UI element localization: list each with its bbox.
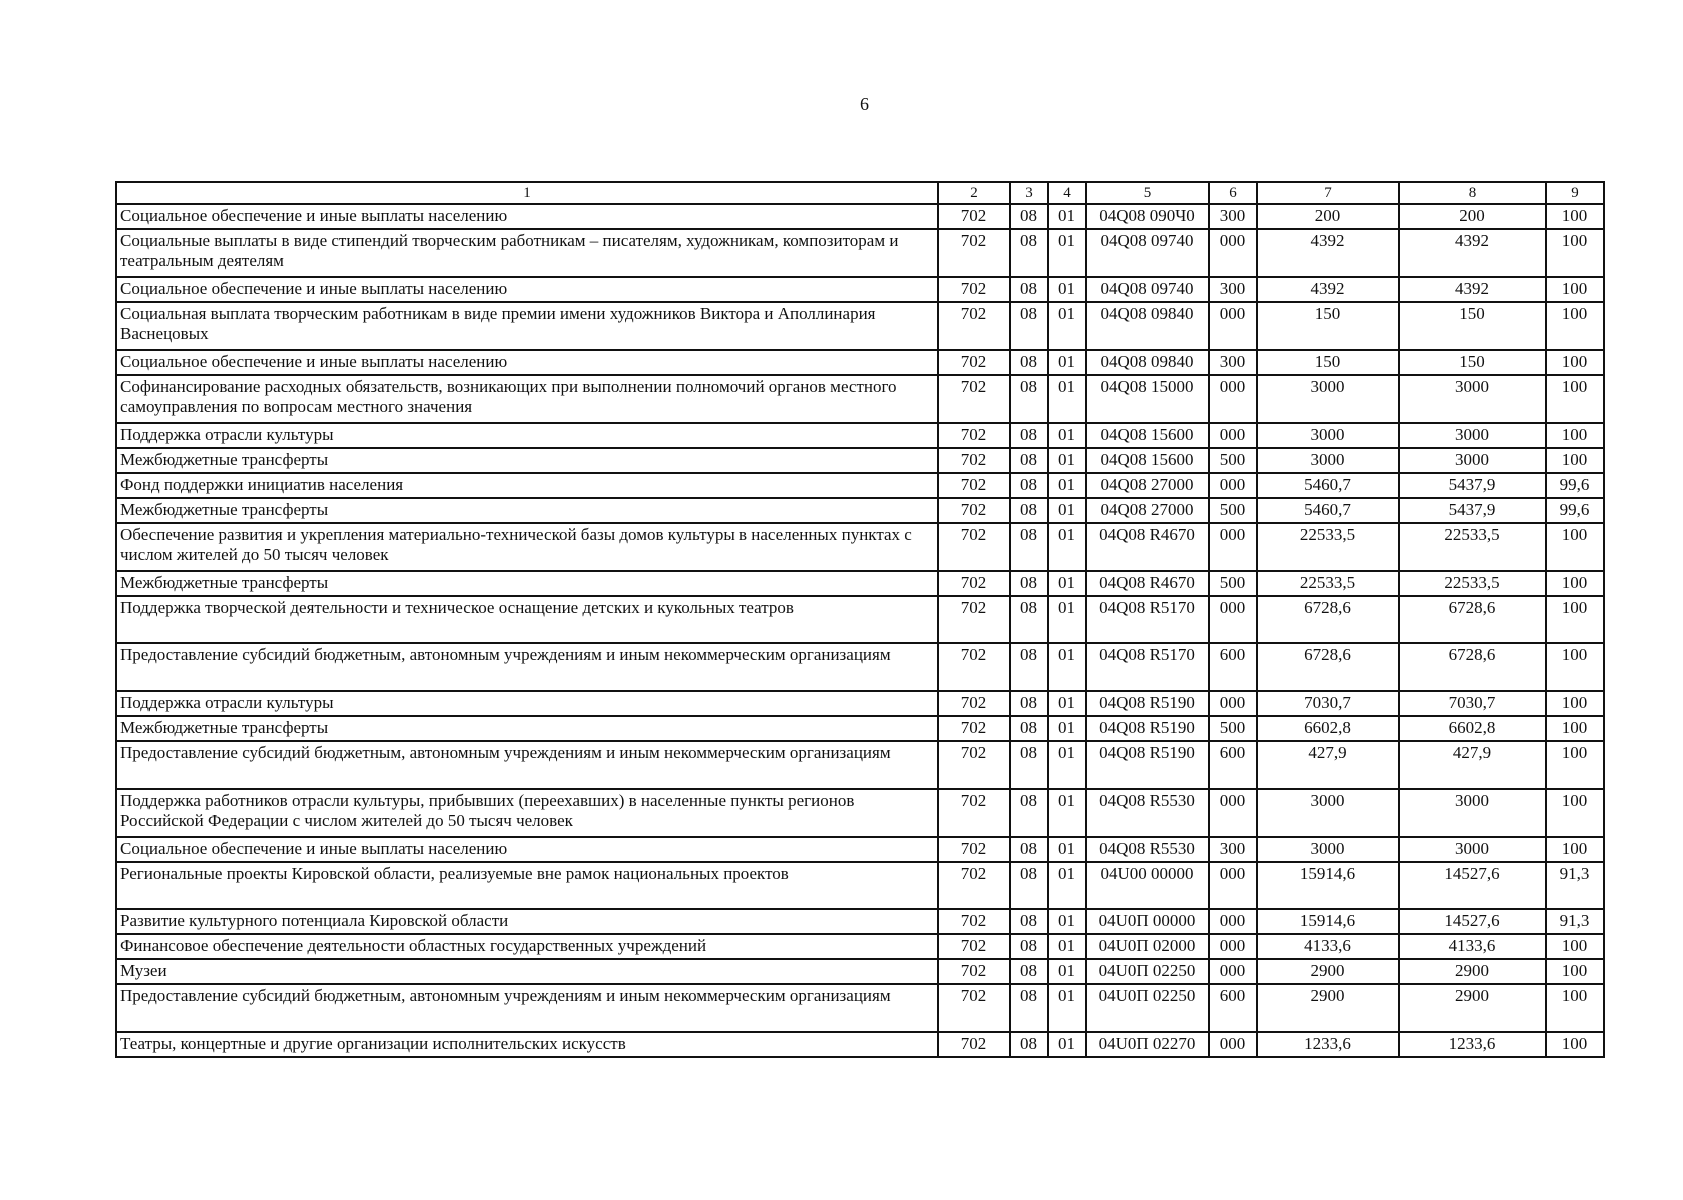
table-row	[116, 350, 1604, 375]
row-target-article-cell: 04Q08 090Ч0	[1086, 204, 1209, 229]
row-section-cell: 08	[1010, 862, 1048, 909]
row-name-cell: Музеи	[116, 959, 938, 984]
row-executed-cell: 200	[1399, 204, 1546, 229]
row-planned-cell: 15914,6	[1257, 862, 1399, 909]
row-section-cell: 08	[1010, 837, 1048, 862]
row-planned-cell: 3000	[1257, 789, 1399, 837]
table-row	[116, 984, 1604, 1032]
row-percent-cell: 100	[1546, 596, 1604, 643]
row-section-cell: 08	[1010, 302, 1048, 350]
row-section-cell: 08	[1010, 375, 1048, 423]
row-executed-cell: 4392	[1399, 277, 1546, 302]
row-name-cell: Софинансирование расходных обязательств, возникающих при выполнении полномочий органов местного самоуправления по вопросам местного значения	[116, 375, 938, 423]
row-code-cell: 702	[938, 959, 1010, 984]
table-row	[116, 229, 1604, 277]
row-subsection-cell: 01	[1048, 596, 1086, 643]
table-row	[116, 741, 1604, 789]
column-header: 7	[1257, 182, 1399, 204]
row-expense-type-cell: 300	[1209, 277, 1257, 302]
row-target-article-cell: 04Q08 27000	[1086, 473, 1209, 498]
row-code-cell: 702	[938, 909, 1010, 934]
table-row	[116, 959, 1604, 984]
row-code-cell: 702	[938, 984, 1010, 1032]
row-executed-cell: 5437,9	[1399, 473, 1546, 498]
row-percent-cell: 100	[1546, 571, 1604, 596]
row-target-article-cell: 04U0П 02270	[1086, 1032, 1209, 1057]
row-name-cell: Поддержка творческой деятельности и техническое оснащение детских и кукольных театров	[116, 596, 938, 643]
row-name-cell: Межбюджетные трансферты	[116, 716, 938, 741]
row-subsection-cell: 01	[1048, 909, 1086, 934]
table-row	[116, 643, 1604, 691]
row-section-cell: 08	[1010, 691, 1048, 716]
row-expense-type-cell: 600	[1209, 984, 1257, 1032]
row-target-article-cell: 04Q08 09840	[1086, 350, 1209, 375]
row-target-article-cell: 04Q08 15600	[1086, 448, 1209, 473]
row-expense-type-cell: 000	[1209, 691, 1257, 716]
row-subsection-cell: 01	[1048, 571, 1086, 596]
row-name-cell: Социальное обеспечение и иные выплаты населению	[116, 204, 938, 229]
row-planned-cell: 4392	[1257, 277, 1399, 302]
row-expense-type-cell: 300	[1209, 350, 1257, 375]
row-target-article-cell: 04Q08 R5190	[1086, 691, 1209, 716]
row-percent-cell: 100	[1546, 423, 1604, 448]
row-planned-cell: 2900	[1257, 984, 1399, 1032]
row-percent-cell: 100	[1546, 350, 1604, 375]
table-body	[116, 204, 1604, 1057]
row-expense-type-cell: 600	[1209, 643, 1257, 691]
row-code-cell: 702	[938, 596, 1010, 643]
row-name-cell: Региональные проекты Кировской области, реализуемые вне рамок национальных проектов	[116, 862, 938, 909]
row-subsection-cell: 01	[1048, 423, 1086, 448]
row-target-article-cell: 04U0П 00000	[1086, 909, 1209, 934]
row-executed-cell: 6602,8	[1399, 716, 1546, 741]
row-planned-cell: 1233,6	[1257, 1032, 1399, 1057]
row-code-cell: 702	[938, 204, 1010, 229]
row-subsection-cell: 01	[1048, 229, 1086, 277]
column-header: 8	[1399, 182, 1546, 204]
row-target-article-cell: 04Q08 R5530	[1086, 837, 1209, 862]
row-percent-cell: 100	[1546, 984, 1604, 1032]
row-section-cell: 08	[1010, 473, 1048, 498]
row-expense-type-cell: 000	[1209, 959, 1257, 984]
row-percent-cell: 91,3	[1546, 909, 1604, 934]
row-name-cell: Социальные выплаты в виде стипендий творческим работникам – писателям, художникам, композиторам и театральным деятелям	[116, 229, 938, 277]
row-section-cell: 08	[1010, 448, 1048, 473]
row-percent-cell: 91,3	[1546, 862, 1604, 909]
row-section-cell: 08	[1010, 789, 1048, 837]
table-row	[116, 204, 1604, 229]
table-row	[116, 1032, 1604, 1057]
row-planned-cell: 4392	[1257, 229, 1399, 277]
row-target-article-cell: 04U0П 02000	[1086, 934, 1209, 959]
row-name-cell: Развитие культурного потенциала Кировской области	[116, 909, 938, 934]
row-subsection-cell: 01	[1048, 523, 1086, 571]
column-header: 2	[938, 182, 1010, 204]
row-percent-cell: 100	[1546, 1032, 1604, 1057]
budget-table	[115, 181, 1605, 1058]
row-executed-cell: 150	[1399, 350, 1546, 375]
table-row	[116, 448, 1604, 473]
column-header: 9	[1546, 182, 1604, 204]
row-percent-cell: 100	[1546, 716, 1604, 741]
row-subsection-cell: 01	[1048, 959, 1086, 984]
row-percent-cell: 100	[1546, 959, 1604, 984]
row-executed-cell: 3000	[1399, 375, 1546, 423]
row-subsection-cell: 01	[1048, 498, 1086, 523]
row-target-article-cell: 04Q08 R5530	[1086, 789, 1209, 837]
row-code-cell: 702	[938, 423, 1010, 448]
row-target-article-cell: 04U00 00000	[1086, 862, 1209, 909]
row-name-cell: Театры, концертные и другие организации исполнительских искусств	[116, 1032, 938, 1057]
row-expense-type-cell: 000	[1209, 1032, 1257, 1057]
row-expense-type-cell: 300	[1209, 837, 1257, 862]
row-code-cell: 702	[938, 571, 1010, 596]
row-name-cell: Обеспечение развития и укрепления материально-технической базы домов культуры в населенных пунктах с числом жителей до 50 тысяч человек	[116, 523, 938, 571]
row-subsection-cell: 01	[1048, 691, 1086, 716]
table-row	[116, 716, 1604, 741]
row-section-cell: 08	[1010, 523, 1048, 571]
row-planned-cell: 3000	[1257, 423, 1399, 448]
row-target-article-cell: 04U0П 02250	[1086, 959, 1209, 984]
row-planned-cell: 6728,6	[1257, 643, 1399, 691]
row-name-cell: Финансовое обеспечение деятельности областных государственных учреждений	[116, 934, 938, 959]
row-target-article-cell: 04Q08 09740	[1086, 229, 1209, 277]
row-executed-cell: 427,9	[1399, 741, 1546, 789]
row-section-cell: 08	[1010, 423, 1048, 448]
row-percent-cell: 100	[1546, 934, 1604, 959]
row-planned-cell: 427,9	[1257, 741, 1399, 789]
row-code-cell: 702	[938, 1032, 1010, 1057]
row-subsection-cell: 01	[1048, 862, 1086, 909]
row-code-cell: 702	[938, 716, 1010, 741]
row-code-cell: 702	[938, 862, 1010, 909]
row-expense-type-cell: 000	[1209, 473, 1257, 498]
row-expense-type-cell: 600	[1209, 741, 1257, 789]
row-percent-cell: 100	[1546, 302, 1604, 350]
column-header: 3	[1010, 182, 1048, 204]
row-planned-cell: 22533,5	[1257, 523, 1399, 571]
row-executed-cell: 3000	[1399, 448, 1546, 473]
row-name-cell: Межбюджетные трансферты	[116, 498, 938, 523]
row-planned-cell: 150	[1257, 302, 1399, 350]
row-planned-cell: 6602,8	[1257, 716, 1399, 741]
row-expense-type-cell: 000	[1209, 423, 1257, 448]
row-percent-cell: 100	[1546, 837, 1604, 862]
row-executed-cell: 5437,9	[1399, 498, 1546, 523]
row-target-article-cell: 04Q08 27000	[1086, 498, 1209, 523]
row-expense-type-cell: 000	[1209, 523, 1257, 571]
row-code-cell: 702	[938, 643, 1010, 691]
row-planned-cell: 3000	[1257, 375, 1399, 423]
row-executed-cell: 3000	[1399, 789, 1546, 837]
row-name-cell: Поддержка работников отрасли культуры, прибывших (переехавших) в населенные пункты регионов Российской Федерации с числом жителей до 50 тысяч человек	[116, 789, 938, 837]
row-name-cell: Поддержка отрасли культуры	[116, 423, 938, 448]
row-expense-type-cell: 000	[1209, 375, 1257, 423]
column-header: 1	[116, 182, 938, 204]
row-subsection-cell: 01	[1048, 984, 1086, 1032]
row-expense-type-cell: 300	[1209, 204, 1257, 229]
row-section-cell: 08	[1010, 643, 1048, 691]
column-header: 5	[1086, 182, 1209, 204]
row-code-cell: 702	[938, 498, 1010, 523]
row-expense-type-cell: 000	[1209, 302, 1257, 350]
row-planned-cell: 3000	[1257, 448, 1399, 473]
row-subsection-cell: 01	[1048, 1032, 1086, 1057]
row-code-cell: 702	[938, 473, 1010, 498]
row-planned-cell: 3000	[1257, 837, 1399, 862]
row-percent-cell: 100	[1546, 229, 1604, 277]
row-planned-cell: 2900	[1257, 959, 1399, 984]
row-section-cell: 08	[1010, 959, 1048, 984]
row-subsection-cell: 01	[1048, 473, 1086, 498]
row-code-cell: 702	[938, 523, 1010, 571]
row-subsection-cell: 01	[1048, 448, 1086, 473]
row-target-article-cell: 04U0П 02250	[1086, 984, 1209, 1032]
table-row	[116, 909, 1604, 934]
table-row	[116, 523, 1604, 571]
row-code-cell: 702	[938, 375, 1010, 423]
row-target-article-cell: 04Q08 R5190	[1086, 741, 1209, 789]
row-name-cell: Социальное обеспечение и иные выплаты населению	[116, 837, 938, 862]
row-executed-cell: 1233,6	[1399, 1032, 1546, 1057]
row-section-cell: 08	[1010, 741, 1048, 789]
row-planned-cell: 5460,7	[1257, 498, 1399, 523]
row-name-cell: Межбюджетные трансферты	[116, 448, 938, 473]
row-percent-cell: 100	[1546, 523, 1604, 571]
row-executed-cell: 6728,6	[1399, 643, 1546, 691]
table-row	[116, 277, 1604, 302]
table-row	[116, 934, 1604, 959]
row-section-cell: 08	[1010, 350, 1048, 375]
row-expense-type-cell: 000	[1209, 862, 1257, 909]
row-target-article-cell: 04Q08 09840	[1086, 302, 1209, 350]
row-expense-type-cell: 500	[1209, 498, 1257, 523]
row-target-article-cell: 04Q08 15000	[1086, 375, 1209, 423]
row-code-cell: 702	[938, 741, 1010, 789]
row-executed-cell: 2900	[1399, 959, 1546, 984]
row-code-cell: 702	[938, 277, 1010, 302]
row-section-cell: 08	[1010, 204, 1048, 229]
row-expense-type-cell: 000	[1209, 229, 1257, 277]
table-row	[116, 837, 1604, 862]
row-name-cell: Социальное обеспечение и иные выплаты населению	[116, 350, 938, 375]
row-executed-cell: 22533,5	[1399, 523, 1546, 571]
row-subsection-cell: 01	[1048, 204, 1086, 229]
row-subsection-cell: 01	[1048, 277, 1086, 302]
row-expense-type-cell: 000	[1209, 934, 1257, 959]
row-name-cell: Социальная выплата творческим работникам в виде премии имени художников Виктора и Аполлинария Васнецовых	[116, 302, 938, 350]
row-section-cell: 08	[1010, 716, 1048, 741]
row-target-article-cell: 04Q08 R5170	[1086, 596, 1209, 643]
row-planned-cell: 6728,6	[1257, 596, 1399, 643]
row-section-cell: 08	[1010, 498, 1048, 523]
row-name-cell: Поддержка отрасли культуры	[116, 691, 938, 716]
row-executed-cell: 3000	[1399, 837, 1546, 862]
row-target-article-cell: 04Q08 09740	[1086, 277, 1209, 302]
row-code-cell: 702	[938, 789, 1010, 837]
row-executed-cell: 4133,6	[1399, 934, 1546, 959]
row-percent-cell: 100	[1546, 643, 1604, 691]
row-section-cell: 08	[1010, 229, 1048, 277]
table-row	[116, 596, 1604, 643]
table-row	[116, 789, 1604, 837]
row-percent-cell: 100	[1546, 741, 1604, 789]
row-name-cell: Межбюджетные трансферты	[116, 571, 938, 596]
row-section-cell: 08	[1010, 934, 1048, 959]
row-subsection-cell: 01	[1048, 934, 1086, 959]
row-executed-cell: 6728,6	[1399, 596, 1546, 643]
row-subsection-cell: 01	[1048, 350, 1086, 375]
row-target-article-cell: 04Q08 R5170	[1086, 643, 1209, 691]
row-target-article-cell: 04Q08 R4670	[1086, 523, 1209, 571]
row-code-cell: 702	[938, 229, 1010, 277]
row-percent-cell: 100	[1546, 789, 1604, 837]
row-executed-cell: 14527,6	[1399, 909, 1546, 934]
table-header-row	[116, 182, 1604, 204]
row-section-cell: 08	[1010, 1032, 1048, 1057]
row-subsection-cell: 01	[1048, 302, 1086, 350]
row-code-cell: 702	[938, 448, 1010, 473]
row-section-cell: 08	[1010, 277, 1048, 302]
table-row	[116, 571, 1604, 596]
row-planned-cell: 15914,6	[1257, 909, 1399, 934]
row-executed-cell: 7030,7	[1399, 691, 1546, 716]
row-target-article-cell: 04Q08 R5190	[1086, 716, 1209, 741]
table-row	[116, 473, 1604, 498]
row-executed-cell: 150	[1399, 302, 1546, 350]
table-row	[116, 375, 1604, 423]
row-expense-type-cell: 000	[1209, 596, 1257, 643]
row-planned-cell: 5460,7	[1257, 473, 1399, 498]
row-executed-cell: 14527,6	[1399, 862, 1546, 909]
row-subsection-cell: 01	[1048, 789, 1086, 837]
table-row	[116, 423, 1604, 448]
row-percent-cell: 100	[1546, 204, 1604, 229]
row-code-cell: 702	[938, 837, 1010, 862]
row-planned-cell: 22533,5	[1257, 571, 1399, 596]
table-row	[116, 302, 1604, 350]
row-executed-cell: 4392	[1399, 229, 1546, 277]
row-percent-cell: 99,6	[1546, 498, 1604, 523]
row-planned-cell: 7030,7	[1257, 691, 1399, 716]
row-name-cell: Предоставление субсидий бюджетным, автономным учреждениям и иным некоммерческим организациям	[116, 741, 938, 789]
page-number: 6	[860, 94, 869, 114]
row-subsection-cell: 01	[1048, 837, 1086, 862]
row-expense-type-cell: 000	[1209, 909, 1257, 934]
row-target-article-cell: 04Q08 15600	[1086, 423, 1209, 448]
row-expense-type-cell: 500	[1209, 571, 1257, 596]
row-code-cell: 702	[938, 302, 1010, 350]
row-name-cell: Фонд поддержки инициатив населения	[116, 473, 938, 498]
row-subsection-cell: 01	[1048, 741, 1086, 789]
column-header: 6	[1209, 182, 1257, 204]
row-executed-cell: 3000	[1399, 423, 1546, 448]
row-section-cell: 08	[1010, 984, 1048, 1032]
row-percent-cell: 100	[1546, 448, 1604, 473]
row-executed-cell: 22533,5	[1399, 571, 1546, 596]
row-percent-cell: 99,6	[1546, 473, 1604, 498]
row-subsection-cell: 01	[1048, 716, 1086, 741]
row-expense-type-cell: 000	[1209, 789, 1257, 837]
row-section-cell: 08	[1010, 571, 1048, 596]
row-code-cell: 702	[938, 350, 1010, 375]
row-percent-cell: 100	[1546, 277, 1604, 302]
row-name-cell: Предоставление субсидий бюджетным, автономным учреждениям и иным некоммерческим организациям	[116, 984, 938, 1032]
table-row	[116, 862, 1604, 909]
row-expense-type-cell: 500	[1209, 448, 1257, 473]
row-executed-cell: 2900	[1399, 984, 1546, 1032]
row-planned-cell: 4133,6	[1257, 934, 1399, 959]
row-code-cell: 702	[938, 934, 1010, 959]
row-expense-type-cell: 500	[1209, 716, 1257, 741]
row-planned-cell: 150	[1257, 350, 1399, 375]
column-header: 4	[1048, 182, 1086, 204]
row-name-cell: Социальное обеспечение и иные выплаты населению	[116, 277, 938, 302]
table-row	[116, 498, 1604, 523]
row-planned-cell: 200	[1257, 204, 1399, 229]
table-row	[116, 691, 1604, 716]
row-target-article-cell: 04Q08 R4670	[1086, 571, 1209, 596]
row-section-cell: 08	[1010, 596, 1048, 643]
row-percent-cell: 100	[1546, 691, 1604, 716]
row-section-cell: 08	[1010, 909, 1048, 934]
row-subsection-cell: 01	[1048, 643, 1086, 691]
row-subsection-cell: 01	[1048, 375, 1086, 423]
row-name-cell: Предоставление субсидий бюджетным, автономным учреждениям и иным некоммерческим организациям	[116, 643, 938, 691]
row-percent-cell: 100	[1546, 375, 1604, 423]
row-code-cell: 702	[938, 691, 1010, 716]
